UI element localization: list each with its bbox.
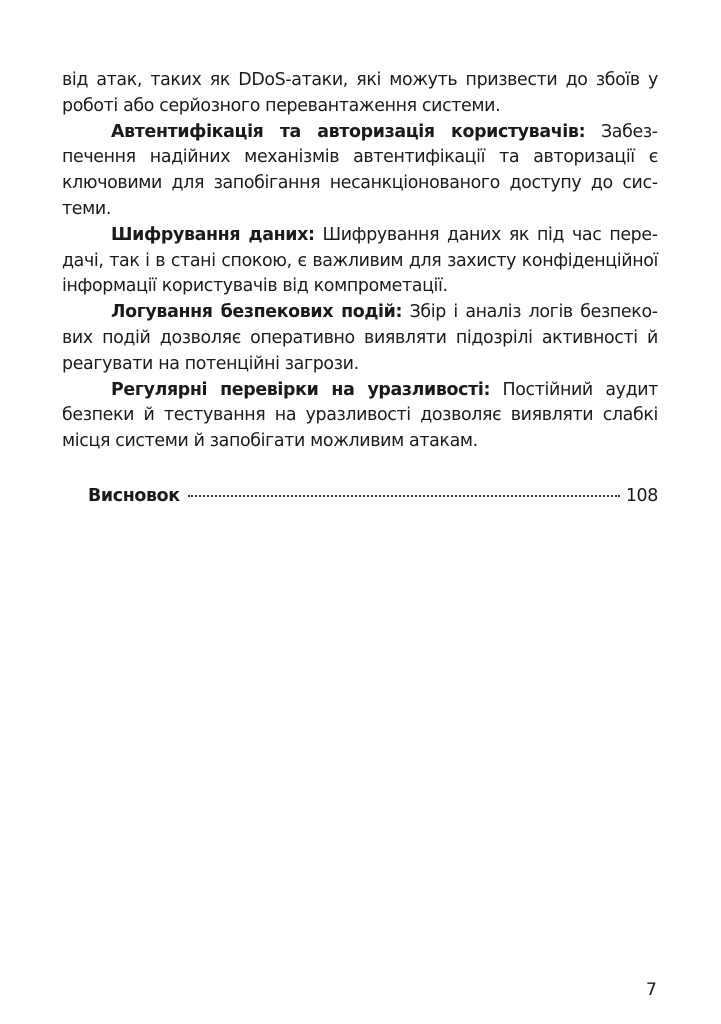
- section-text: Забезпечення надійних механізмів автентифікації та авторизації є ключовими для запобігання несанкціонованого доступу до системи.: [62, 121, 659, 219]
- section-text: Збір і аналіз логів безпекових подій дозволяє оперативно виявляти підозрілі активності й реагувати на потенційні загрози.: [62, 302, 659, 374]
- section-text: Постійний аудит безпеки й тестування на уразливості дозволяє виявляти слабкі місця системи й запобігати можливим атакам.: [62, 379, 658, 452]
- toc-entry-conclusion[interactable]: [88, 483, 658, 509]
- toc-entry-title: Висновок: [88, 486, 180, 506]
- page-number: 7: [646, 980, 657, 1000]
- section-paragraph-authentication: [62, 120, 658, 223]
- section-paragraph-encryption: [62, 223, 658, 300]
- toc-dot-leader: [188, 495, 620, 497]
- section-paragraph-vulnerability-checks: [62, 378, 658, 455]
- toc-entry-page-number: 108: [625, 486, 658, 506]
- section-heading: Автентифікація та авторизація користувачів:: [111, 121, 586, 142]
- section-text: Шифрування даних як під час передачі, так і в стані спокою, є важливим для захисту конфіденційної інформації користувачів від компрометації.: [62, 224, 659, 297]
- intro-paragraph: від атак, таких як DDoS-атаки, які можуть призвести до збоїв у роботі або серйозного перевантаження системи.: [62, 70, 658, 116]
- section-heading: Логування безпекових подій:: [111, 302, 403, 323]
- section-heading: Шифрування даних:: [111, 224, 315, 245]
- section-paragraph-logging: [62, 300, 658, 377]
- section-heading: Регулярні перевірки на уразливості:: [111, 379, 491, 400]
- body-text: [62, 68, 658, 455]
